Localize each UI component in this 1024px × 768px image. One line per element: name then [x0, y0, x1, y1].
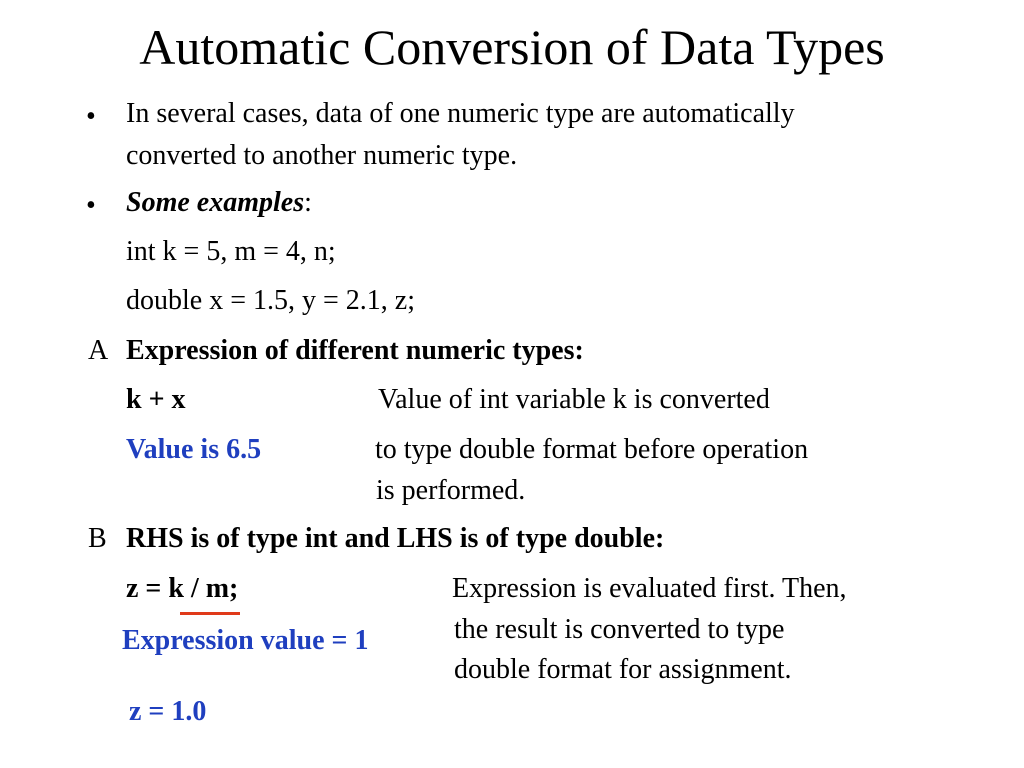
bullet-2-text [126, 189, 312, 217]
section-b-note-line-2: the result is converted to type [454, 614, 785, 645]
int-declaration: int k = 5, m = 4, n; [126, 236, 336, 267]
bullet-1-line-1: In several cases, data of one numeric type are automatically [126, 98, 795, 129]
bullet-marker: • [86, 101, 96, 132]
some-examples-label: Some examples [126, 187, 305, 218]
section-a-note-line-2: to type double format before operation [375, 434, 809, 465]
section-b-heading: RHS is of type int and LHS is of type double: [126, 523, 665, 554]
section-b-letter: B [88, 523, 107, 554]
red-underline-mark [180, 612, 240, 615]
section-b-result: z = 1.0 [129, 696, 207, 727]
section-b-note-line-3: double format for assignment. [454, 654, 792, 685]
section-a-note-line-3: is performed. [376, 475, 526, 506]
section-a-letter: A [88, 335, 109, 366]
section-a-note-line-1: Value of int variable k is converted [378, 384, 770, 415]
slide-title: Automatic Conversion of Data Types [139, 19, 885, 75]
section-a-value: Value is 6.5 [126, 434, 262, 465]
section-b-expression: z = k / m; [126, 573, 239, 604]
some-examples-colon: : [304, 187, 312, 218]
bullet-1-line-2: converted to another numeric type. [126, 140, 518, 171]
section-b-expression-value: Expression value = 1 [122, 625, 369, 656]
section-a-expression: k + x [126, 384, 186, 415]
double-declaration: double x = 1.5, y = 2.1, z; [126, 285, 415, 316]
bullet-marker: • [86, 190, 96, 221]
section-a-heading: Expression of different numeric types: [126, 335, 584, 366]
section-b-note-line-1: Expression is evaluated first. Then, [452, 573, 847, 604]
